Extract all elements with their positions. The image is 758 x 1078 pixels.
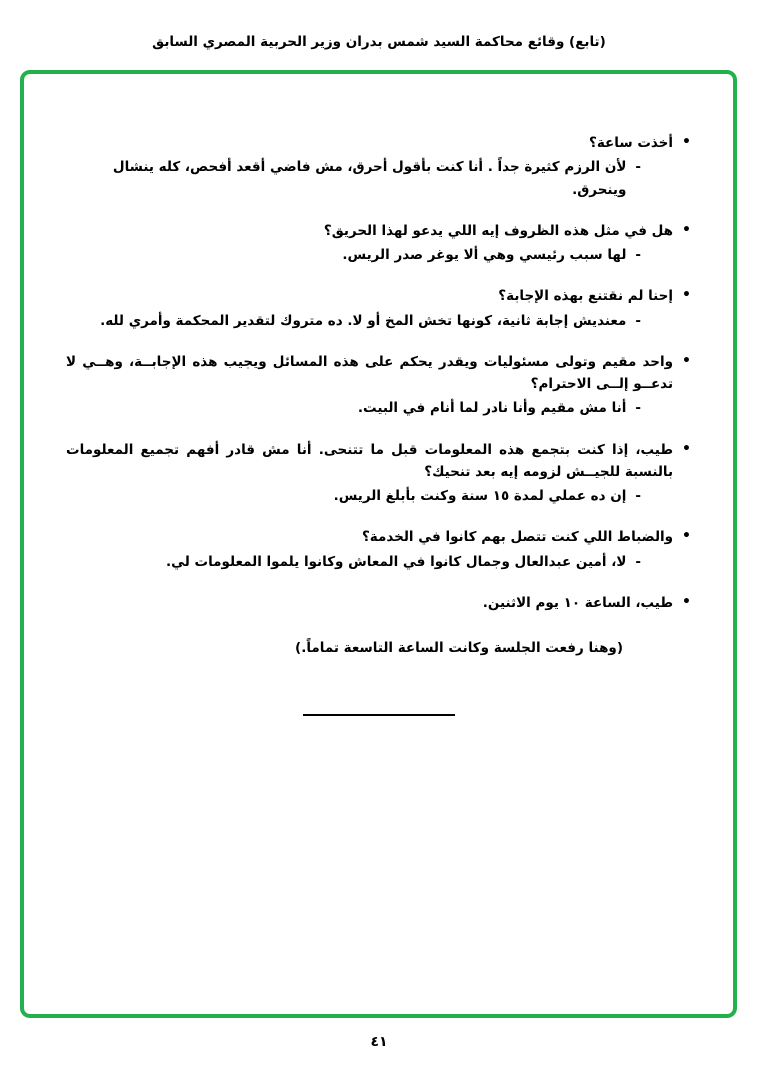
question-line — [66, 439, 691, 484]
question-line — [66, 351, 691, 396]
question-line — [66, 592, 691, 614]
bullet-icon: • — [682, 593, 691, 610]
bullet-icon: • — [682, 440, 691, 457]
answer-text: أنا مش مقيم وأنا نادر لما أنام في البيت. — [357, 400, 627, 417]
dash-icon: - — [635, 553, 641, 570]
question-text: هل في مثل هذه الظروف إيه اللي يدعو لهذا الحريق؟ — [323, 222, 674, 239]
answer-text: إن ده عملي لمدة ١٥ سنة وكنت بأبلغ الريس. — [333, 488, 627, 505]
qa-item — [66, 285, 691, 332]
dash-icon: - — [635, 159, 641, 176]
page-number: ٤١ — [370, 1034, 388, 1050]
bullet-icon: • — [682, 134, 691, 150]
question-text: والضباط اللي كنت تتصل بهم كانوا في الخدمة؟ — [361, 529, 674, 546]
dash-icon: - — [635, 312, 641, 329]
bullet-icon: • — [682, 528, 691, 545]
bullet-icon: • — [682, 287, 691, 304]
question-line — [66, 526, 691, 548]
dash-icon: - — [635, 488, 641, 505]
section-divider — [303, 714, 455, 716]
dash-icon: - — [635, 247, 641, 264]
question-line — [66, 285, 691, 307]
answer-text: لأن الرزم كثيرة جداً . أنا كنت بأقول أحرق، مش فاضي أقعد أفحص، كله ينشال وينحرق. — [112, 159, 627, 198]
question-text: طيب، إذا كنت بتجمع هذه المعلومات قبل ما تتنحى. أنا مش قادر أفهم تجميع المعلومات بالنسبة للجيــش لزومه إيه بعد تنحيك؟ — [66, 441, 674, 480]
bullet-icon: • — [682, 221, 691, 238]
answer-line — [66, 156, 691, 201]
answer-text: لها سبب رئيسي وهي ألا يوغر صدر الريس. — [342, 247, 627, 264]
content-border-box — [20, 70, 737, 1018]
question-text: طيب، الساعة ١٠ يوم الاثنين. — [482, 594, 674, 611]
document-header: (تابع) وقائع محاكمة السيد شمس بدران وزير الحربية المصري السابق — [152, 34, 606, 50]
document-body — [24, 74, 733, 614]
question-line — [66, 220, 691, 242]
question-text: إحنا لم نقتنع بهذه الإجابة؟ — [498, 288, 674, 305]
answer-line — [66, 485, 691, 507]
qa-item — [66, 592, 691, 614]
answer-line — [66, 551, 691, 573]
question-line — [66, 132, 691, 154]
qa-item — [66, 132, 691, 201]
answer-line — [66, 244, 691, 266]
qa-item — [66, 220, 691, 267]
qa-item — [66, 351, 691, 420]
qa-item — [66, 439, 691, 508]
bullet-icon: • — [682, 352, 691, 369]
question-text: أخذت ساعة؟ — [589, 135, 674, 151]
answer-line — [66, 310, 691, 332]
closing-note: (وهنا رفعت الجلسة وكانت الساعة التاسعة تماماً.) — [295, 640, 623, 657]
answer-text: معنديش إجابة ثانية، كونها تخش المخ أو لا. ده متروك لتقدير المحكمة وأمري لله. — [100, 312, 627, 329]
question-text: واحد مقيم وتولى مسئوليات ويقدر يحكم على هذه المسائل ويجيب هذه الإجابــة، وهــي لا تدعــو إلــى الاحترام؟ — [66, 353, 674, 393]
answer-text: لا، أمين عبدالعال وجمال كانوا في المعاش وكانوا يلموا المعلومات لي. — [165, 553, 627, 570]
answer-line — [66, 397, 691, 419]
dash-icon: - — [635, 400, 641, 417]
qa-item — [66, 526, 691, 573]
